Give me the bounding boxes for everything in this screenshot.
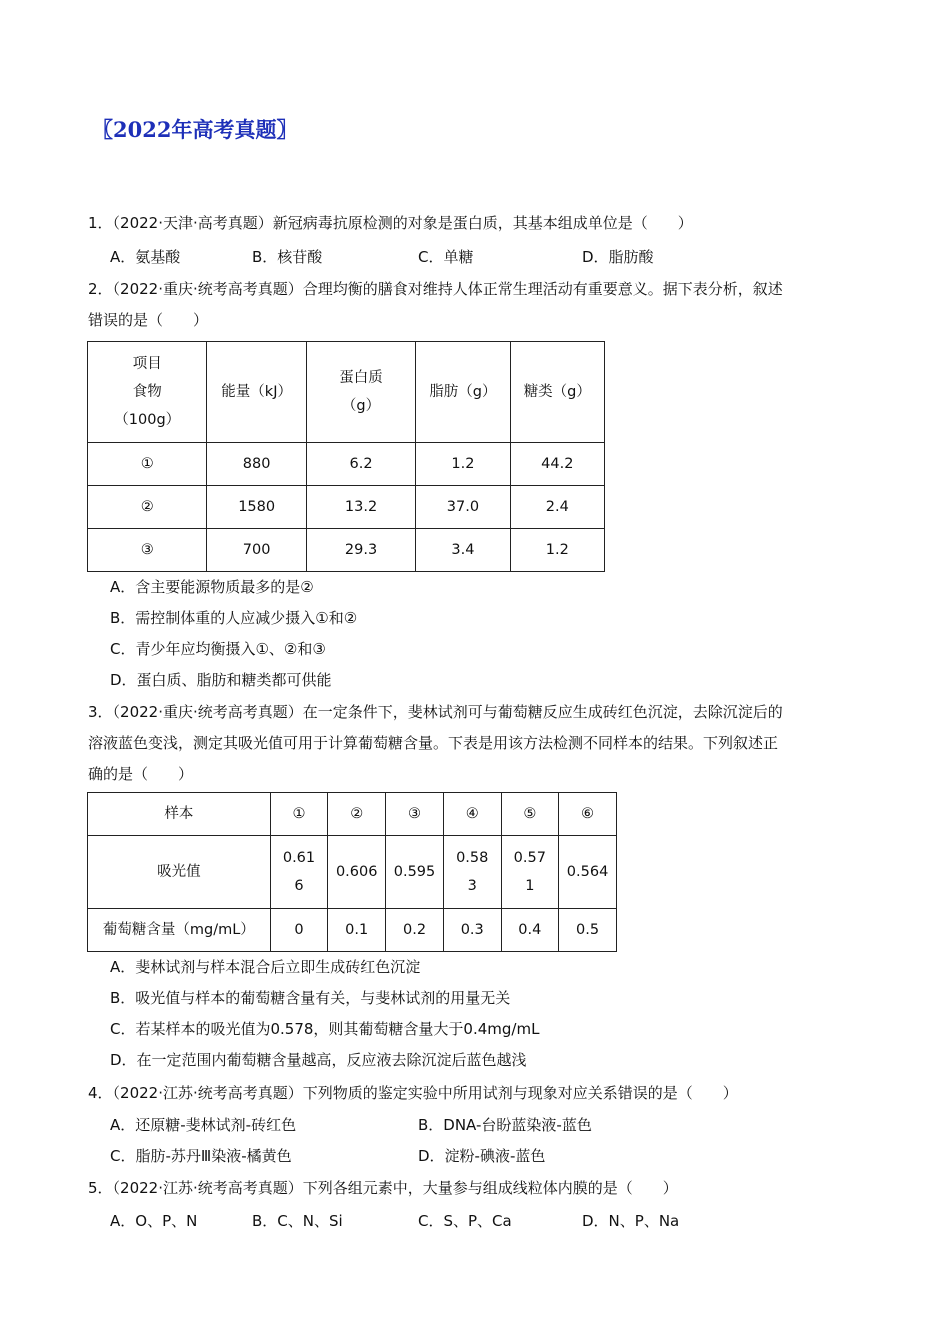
table-cell: 3.4 [416,529,510,572]
q2-header-protein: 蛋白质 （g） [306,342,415,443]
table-cell: ⑤ [501,793,559,836]
table-cell: 0 [270,909,328,952]
table-cell: ③ [386,793,444,836]
table-cell: ① [88,443,207,486]
table-cell: 0.1 [328,909,386,952]
table-cell: 0.595 [386,836,444,909]
q2-header-fat: 脂肪（g） [416,342,510,443]
table-cell: 0.58 3 [443,836,501,909]
table-cell: 44.2 [510,443,604,486]
table-cell: 6.2 [306,443,415,486]
table-cell: 0.5 [559,909,617,952]
q3-option-d[interactable]: D．在一定范围内葡萄糖含量越高，反应液去除沉淀后蓝色越浅 [110,1051,527,1069]
table-cell: ③ [88,529,207,572]
q2-header-sugar: 糖类（g） [510,342,604,443]
q4-option-d[interactable]: D．淀粉-碘液-蓝色 [418,1147,546,1165]
q2-header-item: 项目 食物 （100g） [88,342,207,443]
table-cell: 37.0 [416,486,510,529]
q1-option-c[interactable]: C．单糖 [418,248,474,266]
q1-option-d[interactable]: D．脂肪酸 [582,248,654,266]
table-cell: ⑥ [559,793,617,836]
q1-option-a[interactable]: A．氨基酸 [110,248,181,266]
table-row [88,443,605,486]
q2-stem-line1: 2．（2022·重庆·统考高考真题）合理均衡的膳食对维持人体正常生理活动有重要意义。据下表分析，叙述 [88,280,783,298]
table-cell: 0.564 [559,836,617,909]
table-row [88,793,617,836]
table-cell: 880 [207,443,306,486]
table-cell: ① [270,793,328,836]
q5-stem: 5．（2022·江苏·统考高考真题）下列各组元素中，大量参与组成线粒体内膜的是（ ） [88,1179,678,1197]
q1-stem: 1．（2022·天津·高考真题）新冠病毒抗原检测的对象是蛋白质，其基本组成单位是（ ） [88,214,693,232]
table-cell: 0.4 [501,909,559,952]
q2-option-d[interactable]: D．蛋白质、脂肪和糖类都可供能 [110,671,332,689]
q1-option-b[interactable]: B．核苷酸 [252,248,323,266]
q4-option-a[interactable]: A．还原糖-斐林试剂-砖红色 [110,1116,297,1134]
table-cell: 1580 [207,486,306,529]
table-cell: 葡萄糖含量（mg/mL） [88,909,271,952]
q3-stem-line3: 确的是（ ） [88,765,194,783]
table-cell: 样本 [88,793,271,836]
q2-header-energy: 能量（kJ） [207,342,306,443]
q4-option-c[interactable]: C．脂肪-苏丹Ⅲ染液-橘黄色 [110,1147,292,1165]
table-row [88,836,617,909]
q4-option-b[interactable]: B．DNA-台盼蓝染液-蓝色 [418,1116,592,1134]
q3-absorbance-table [87,792,617,952]
table-row [88,909,617,952]
table-cell: 1.2 [510,529,604,572]
table-row [88,529,605,572]
table-row [88,486,605,529]
q2-option-a[interactable]: A．含主要能源物质最多的是② [110,578,314,596]
table-cell: 吸光值 [88,836,271,909]
table-cell: 1.2 [416,443,510,486]
q3-option-c[interactable]: C．若某样本的吸光值为0.578，则其葡萄糖含量大于0.4mg/mL [110,1020,540,1038]
q4-stem: 4．（2022·江苏·统考高考真题）下列物质的鉴定实验中所用试剂与现象对应关系错误的是（ ） [88,1084,738,1102]
table-cell: 2.4 [510,486,604,529]
table-cell: 0.57 1 [501,836,559,909]
q5-option-c[interactable]: C．S、P、Ca [418,1212,512,1230]
q3-stem-line1: 3．（2022·重庆·统考高考真题）在一定条件下，斐林试剂可与葡萄糖反应生成砖红色沉淀，去除沉淀后的 [88,703,783,721]
table-cell: 0.3 [443,909,501,952]
table-cell: ② [328,793,386,836]
table-cell: 29.3 [306,529,415,572]
q2-option-b[interactable]: B．需控制体重的人应减少摄入①和② [110,609,358,627]
table-cell: ② [88,486,207,529]
q3-option-a[interactable]: A．斐林试剂与样本混合后立即生成砖红色沉淀 [110,958,421,976]
table-cell: ④ [443,793,501,836]
q5-option-a[interactable]: A．O、P、N [110,1212,198,1230]
q2-option-c[interactable]: C．青少年应均衡摄入①、②和③ [110,640,326,658]
q5-option-b[interactable]: B．C、N、Si [252,1212,343,1230]
table-cell: 13.2 [306,486,415,529]
table-cell: 0.606 [328,836,386,909]
table-cell: 0.2 [386,909,444,952]
table-cell: 700 [207,529,306,572]
q3-option-b[interactable]: B．吸光值与样本的葡萄糖含量有关，与斐林试剂的用量无关 [110,989,511,1007]
q2-stem-line2: 错误的是（ ） [88,311,209,329]
section-title: 〖2022年高考真题〗 [92,117,298,142]
q3-stem-line2: 溶液蓝色变浅，测定其吸光值可用于计算葡萄糖含量。下表是用该方法检测不同样本的结果。下列叙述正 [88,734,779,752]
table-cell: 0.61 6 [270,836,328,909]
q2-nutrition-table [87,341,605,572]
q5-option-d[interactable]: D．N、P、Na [582,1212,680,1230]
